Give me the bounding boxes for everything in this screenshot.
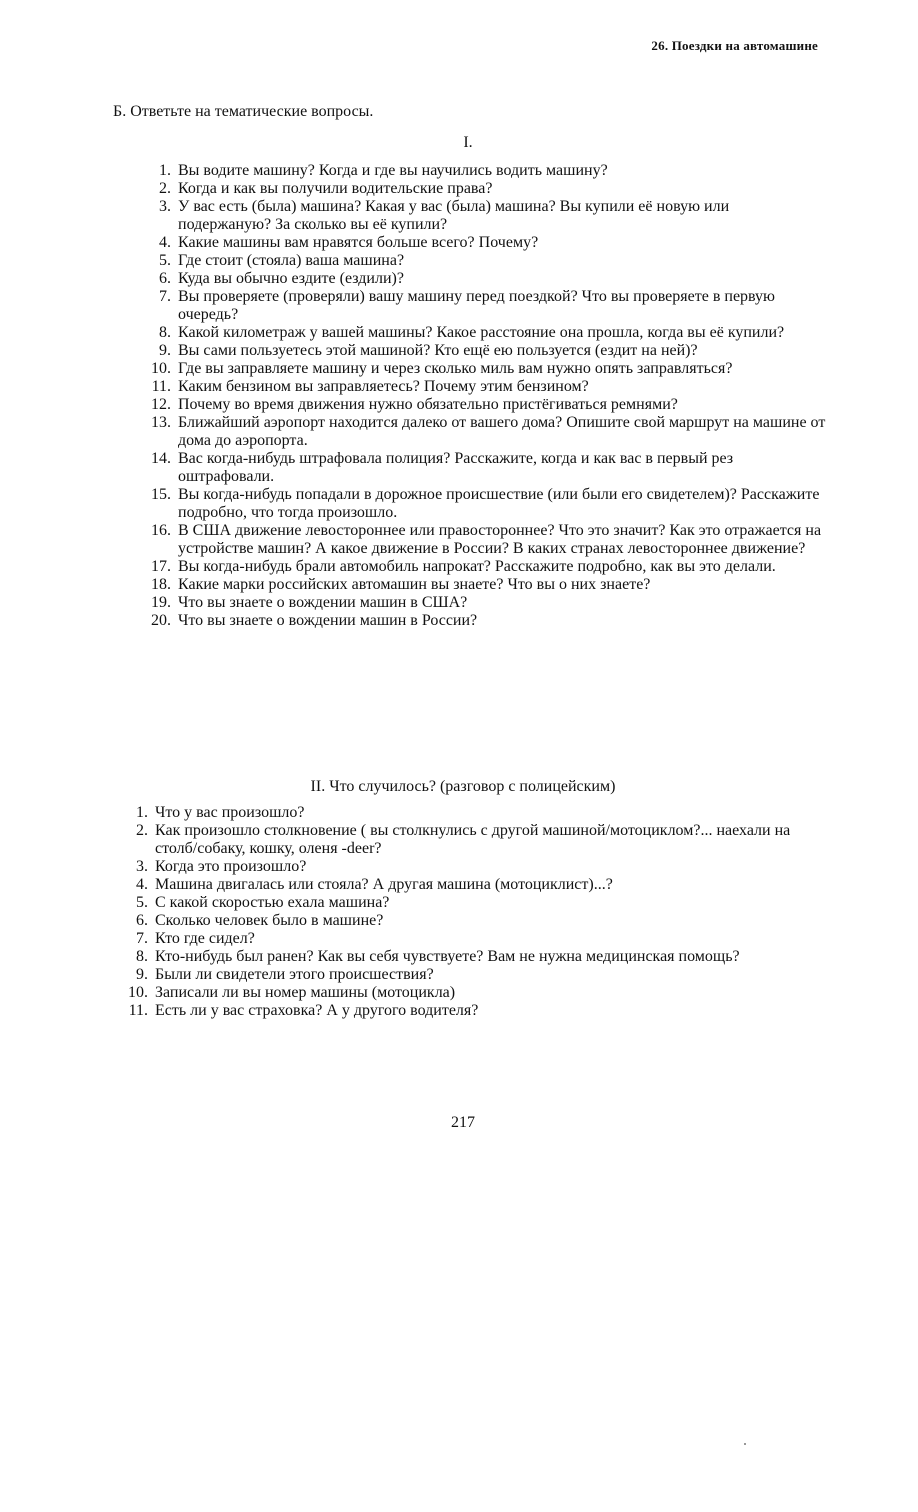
question-number: 20. [151,612,171,629]
question-text: Вы когда-нибудь попадали в дорожное происшествие (или были его свидетелем)? Расскажите подробно, что тогда произошло. [178,486,820,521]
question-number: 6. [136,912,148,929]
question-item [146,288,826,324]
question-item [146,162,826,180]
question-number: 1. [159,162,171,179]
question-text: Как произошло столкновение ( вы столкнулись с другой машиной/мотоциклом?... наехали на столб/собаку, кошку, оленя -deer? [155,822,791,857]
question-text: У вас есть (была) машина? Какая у вас (была) машина? Вы купили её новую или подержаную? За сколько вы её купили? [178,198,730,233]
question-number: 1. [136,804,148,821]
question-item [146,360,826,378]
question-number: 5. [136,894,148,911]
question-text: Ближайший аэропорт находится далеко от вашего дома? Опишите свой маршрут на машине от дома до аэропорта. [178,414,826,449]
question-number: 12. [151,396,171,413]
question-text: Куда вы обычно ездите (ездили)? [178,270,404,287]
question-text: Вы сами пользуетесь этой машиной? Кто ещё ею пользуется (ездит на ней)? [178,342,698,359]
question-item [146,378,826,396]
question-number: 7. [159,288,171,305]
question-number: 19. [151,594,171,611]
question-item [146,594,826,612]
scan-speck [744,1443,746,1445]
question-item [123,804,803,822]
question-item [146,558,826,576]
question-item [146,396,826,414]
question-text: Где вы заправляете машину и через сколько миль вам нужно опять заправляться? [178,360,733,377]
question-item [123,1002,803,1020]
question-item [146,522,826,558]
question-text: Были ли свидетели этого происшествия? [155,966,434,983]
question-text: Кто-нибудь был ранен? Как вы себя чувствуете? Вам не нужна медицинская помощь? [155,948,740,965]
question-number: 7. [136,930,148,947]
question-text: Какие марки российских автомашин вы знаете? Что вы о них знаете? [178,576,651,593]
question-text: Какие машины вам нравятся больше всего? Почему? [178,234,539,251]
question-number: 4. [159,234,171,251]
question-number: 11. [128,1002,148,1019]
question-item [123,912,803,930]
question-number: 10. [151,360,171,377]
question-item [146,576,826,594]
question-number: 8. [136,948,148,965]
section-2-question-list [123,804,803,1020]
question-number: 8. [159,324,171,341]
question-number: 3. [159,198,171,215]
question-text: Что у вас произошло? [155,804,305,821]
question-text: В США движение левостороннее или правостороннее? Что это значит? Как это отражается на устройстве машин? А какое движение в России? В каких странах левостороннее движение? [178,522,822,557]
instruction-text: Б. Ответьте на тематические вопросы. [113,103,374,120]
question-text: Кто где сидел? [155,930,255,947]
question-number: 17. [151,558,171,575]
question-item [146,270,826,288]
question-text: Что вы знаете о вождении машин в России? [178,612,478,629]
question-item [146,612,826,630]
question-number: 9. [136,966,148,983]
question-item [123,984,803,1002]
question-item [146,198,826,234]
question-text: Вы водите машину? Когда и где вы научились водить машину? [178,162,608,179]
question-number: 2. [159,180,171,197]
section-1-question-list [146,162,826,630]
question-text: Вы когда-нибудь брали автомобиль напрокат? Расскажите подробно, как вы это делали. [178,558,776,575]
question-item [146,324,826,342]
question-text: Вы проверяете (проверяли) вашу машину перед поездкой? Что вы проверяете в первую очередь? [178,288,776,323]
question-text: Каким бензином вы заправляетесь? Почему этим бензином? [178,378,589,395]
question-number: 4. [136,876,148,893]
question-text: Сколько человек было в машине? [155,912,384,929]
question-number: 6. [159,270,171,287]
question-number: 15. [151,486,171,503]
question-number: 16. [151,522,171,539]
question-item [123,822,803,858]
section-1-heading: I. [463,134,473,151]
question-number: 10. [128,984,148,1001]
question-text: Когда и как вы получили водительские права? [178,180,493,197]
question-number: 3. [136,858,148,875]
page-number: 217 [451,1114,475,1131]
question-number: 14. [151,450,171,467]
question-item [146,234,826,252]
question-number: 11. [151,378,171,395]
question-text: Что вы знаете о вождении машин в США? [178,594,468,611]
question-text: Машина двигалась или стояла? А другая машина (мотоциклист)...? [155,876,613,893]
question-text: Где стоит (стояла) ваша машина? [178,252,405,269]
question-item [146,414,826,450]
question-text: Какой километраж у вашей машины? Какое расстояние она прошла, когда вы её купили? [178,324,785,341]
question-number: 5. [159,252,171,269]
question-text: Есть ли у вас страховка? А у другого водителя? [155,1002,479,1019]
running-head: 26. Поездки на автомашине [651,38,818,53]
question-item [123,930,803,948]
question-item [123,858,803,876]
question-item [123,966,803,984]
question-item [123,894,803,912]
question-text: Вас когда-нибудь штрафовала полиция? Расскажите, когда и как вас в первый рез оштрафовали. [178,450,734,485]
question-number: 9. [159,342,171,359]
question-text: Когда это произошло? [155,858,307,875]
question-item [123,948,803,966]
section-2-heading: II. Что случилось? (разговор с полицейским) [310,778,616,795]
question-text: С какой скоростью ехала машина? [155,894,390,911]
question-text: Записали ли вы номер машины (мотоцикла) [155,984,456,1001]
question-text: Почему во время движения нужно обязательно пристёгиваться ремнями? [178,396,678,413]
question-number: 2. [136,822,148,839]
question-number: 13. [151,414,171,431]
question-number: 18. [151,576,171,593]
question-item [146,180,826,198]
question-item [123,876,803,894]
question-item [146,450,826,486]
question-item [146,252,826,270]
question-item [146,342,826,360]
question-item [146,486,826,522]
